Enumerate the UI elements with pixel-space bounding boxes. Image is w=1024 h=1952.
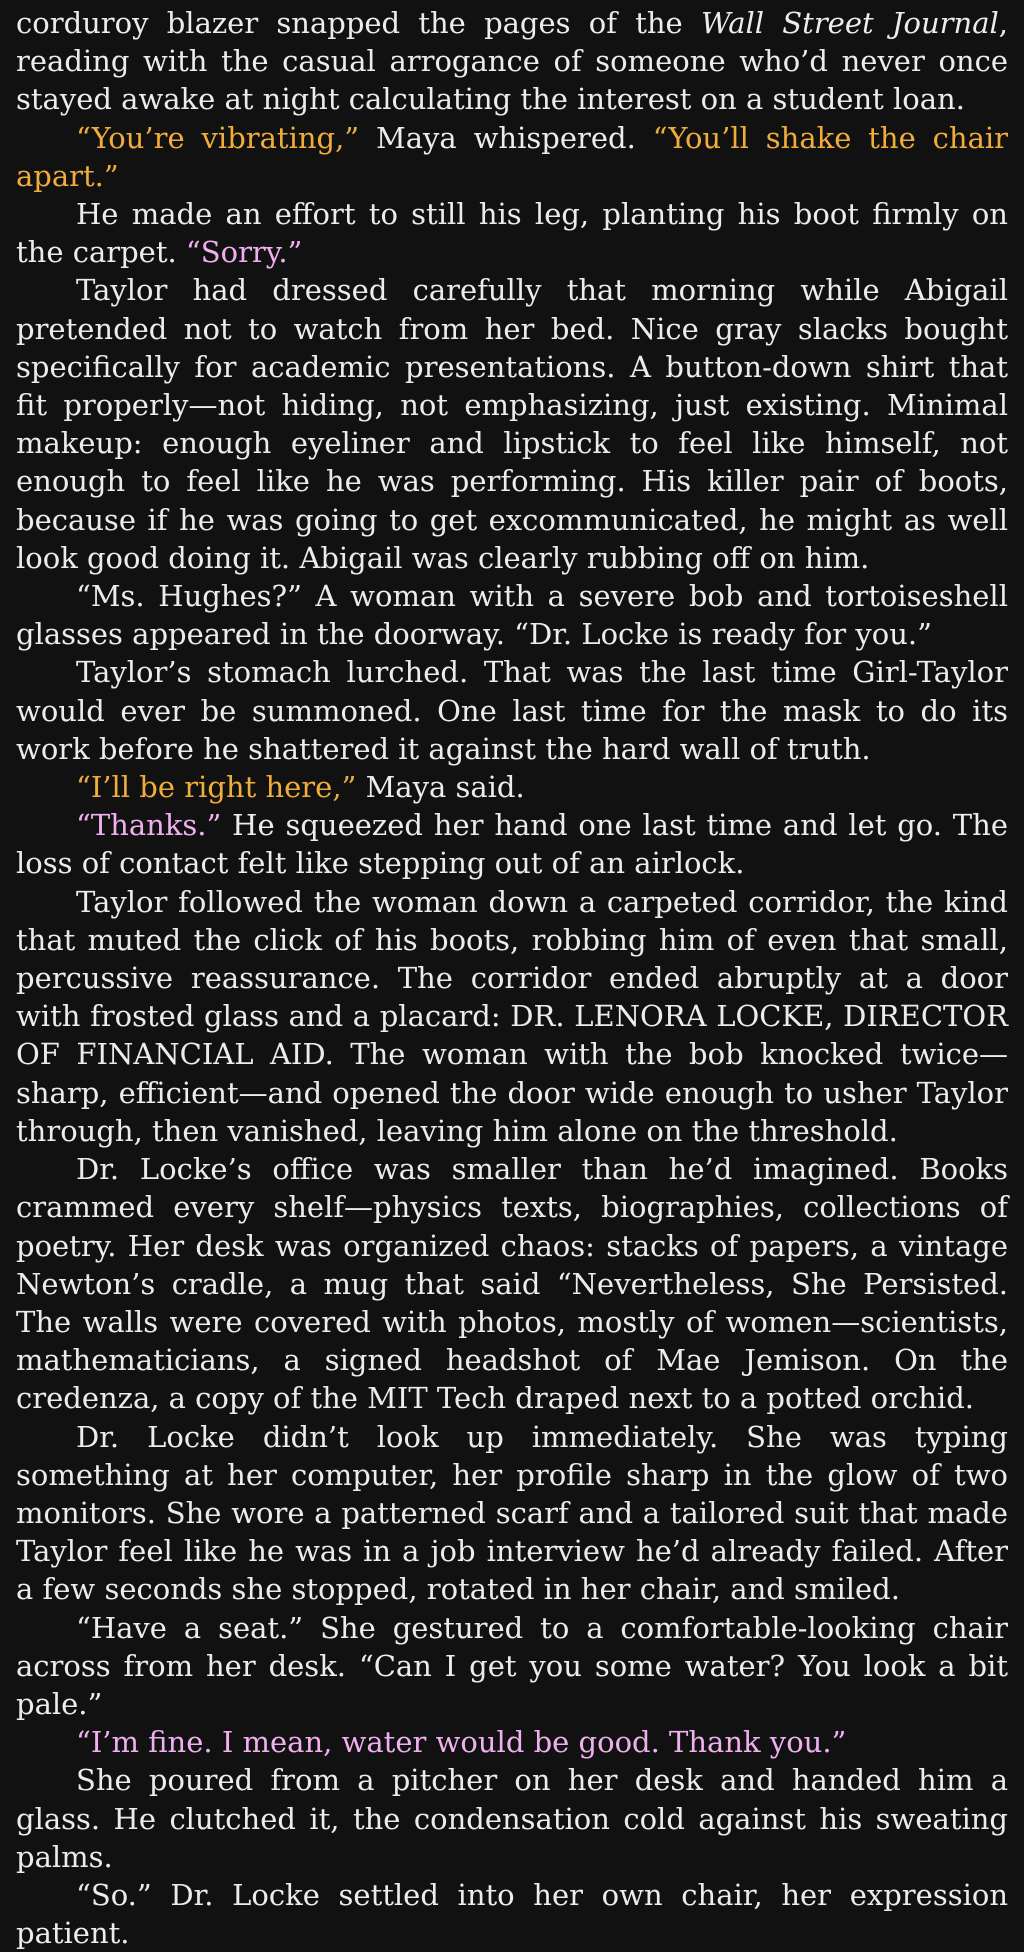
paragraph bbox=[16, 653, 1008, 768]
text-segment: corduroy blazer snapped the pages of the bbox=[16, 6, 701, 40]
dialogue-text: “Thanks.” bbox=[76, 808, 222, 843]
text-segment: Dr. Locke’s office was smaller than he’d imagined. Books crammed every shelf—physics texts, biographies, collections of poetry. Her desk was organized chaos: stacks of papers, a vintage Newton’s cradle, a mug that said “Nevertheless, She Persisted. The walls were covered with photos, mostly of women—scientists, mathematicians, a signed headshot of Mae Jemison. On the credenza, a copy of the MIT Tech draped next to a potted orchid. bbox=[16, 1152, 1008, 1416]
dialogue-text: “You’re vibrating,” bbox=[76, 120, 360, 155]
text-segment: “So.” Dr. Locke settled into her own chair, her expression patient. bbox=[16, 1877, 1008, 1951]
text-segment: , reading with the casual arrogance of someone who’d never once stayed awake at night calculating the interest on a student loan. bbox=[16, 6, 1008, 117]
text-segment: She poured from a pitcher on her desk and handed him a glass. He clutched it, the condensation cold against his sweating palms. bbox=[16, 1763, 1008, 1874]
text-segment: Taylor had dressed carefully that morning while Abigail pretended not to watch from her bed. Nice gray slacks bought specifically for academic presentations. A button-down shirt that fit properly—not hiding, not emphasizing, just existing. Minimal makeup: enough eyeliner and lipstick to feel like himself, not enough to feel like he was performing. His killer pair of boots, because if he was going to get excommunicated, he might as well look good doing it. Abigail was clearly rubbing off on him. bbox=[16, 273, 1008, 575]
paragraph bbox=[16, 1418, 1008, 1609]
paragraph bbox=[16, 768, 1008, 806]
text-segment: He made an effort to still his leg, planting his boot firmly on the carpet. bbox=[16, 197, 1008, 270]
text-segment: Taylor followed the woman down a carpeted corridor, the kind that muted the click of his boots, robbing him of even that small, percussive reassurance. The corridor ended abruptly at a door with frosted glass and a placard: DR. LENORA LOCKE, DIRECTOR OF FINANCIAL AID. The woman with the bob knocked twice—sharp, efficient—and opened the door wide enough to usher Taylor through, then vanished, leaving him alone on the threshold. bbox=[16, 884, 1008, 1148]
dialogue-text: “Sorry.” bbox=[185, 235, 303, 270]
text-segment: “Ms. Hughes?” A woman with a severe bob and tortoiseshell glasses appeared in the doorway. “Dr. Locke is ready for you.” bbox=[16, 579, 1008, 652]
text-segment: “Have a seat.” She gestured to a comfortable-looking chair across from her desk. “Can I get you some water? You look a bit pale.” bbox=[16, 1610, 1008, 1721]
dialogue-text: “You’ll shake the chair apart.” bbox=[16, 120, 1008, 193]
paragraph bbox=[16, 1876, 1008, 1952]
paragraph bbox=[16, 1609, 1008, 1724]
text-segment: Dr. Locke didn’t look up immediately. She was typing something at her computer, her profile sharp in the glow of two monitors. She wore a patterned scarf and a tailored suit that made Taylor feel like he was in a job interview he’d already failed. After a few seconds she stopped, rotated in her chair, and smiled. bbox=[16, 1419, 1008, 1607]
paragraph bbox=[16, 119, 1008, 195]
dialogue-text: “I’m fine. I mean, water would be good. Thank you.” bbox=[76, 1725, 847, 1760]
dialogue-text: “I’ll be right here,” bbox=[76, 770, 357, 805]
paragraph bbox=[16, 1761, 1008, 1876]
paragraph bbox=[16, 195, 1008, 271]
paragraph bbox=[16, 806, 1008, 882]
italic-text: Wall Street Journal bbox=[700, 6, 999, 40]
text-segment: Maya whispered. bbox=[359, 120, 653, 155]
text-segment: He squeezed her hand one last time and let go. The loss of contact felt like stepping out of an airlock. bbox=[16, 808, 1008, 881]
text-segment: Taylor’s stomach lurched. That was the last time Girl-Taylor would ever be summoned. One last time for the mask to do its work before he shattered it against the hard wall of truth. bbox=[16, 655, 1008, 766]
paragraph bbox=[16, 883, 1008, 1150]
paragraph bbox=[16, 1723, 1008, 1761]
paragraph bbox=[16, 577, 1008, 653]
paragraph bbox=[16, 4, 1008, 119]
paragraph bbox=[16, 1150, 1008, 1417]
text-segment: Maya said. bbox=[356, 770, 525, 805]
paragraph bbox=[16, 271, 1008, 577]
